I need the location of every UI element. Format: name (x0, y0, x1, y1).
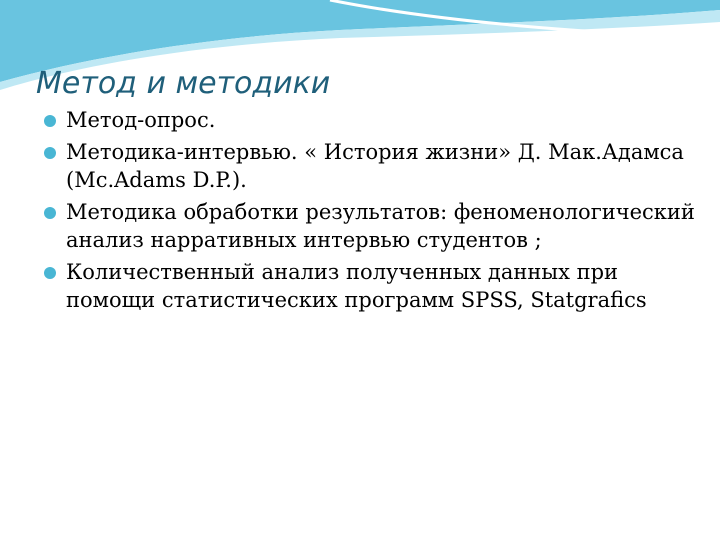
circle-bullet-icon (44, 147, 56, 159)
bullet-text: Количественный анализ полученных данных при помощи статистических программ SPSS, Statgrafics (66, 260, 647, 312)
bullet-item-quantitative-analysis (42, 258, 702, 314)
bullet-item-method-survey (42, 106, 702, 134)
bullet-item-interview-method (42, 138, 702, 194)
circle-bullet-icon (44, 115, 56, 127)
bullet-text: Метод-опрос. (66, 108, 216, 132)
bullet-text: Методика обработки результатов: феноменологический анализ нарративных интервью студентов ; (66, 200, 695, 252)
slide-title: Метод и методики (36, 66, 331, 101)
bullet-item-processing-method (42, 198, 702, 254)
bullet-text: Методика-интервью. « История жизни» Д. Мак.Адамса (Mc.Adams D.P.). (66, 140, 684, 192)
bullet-list (42, 106, 702, 318)
circle-bullet-icon (44, 207, 56, 219)
circle-bullet-icon (44, 267, 56, 279)
